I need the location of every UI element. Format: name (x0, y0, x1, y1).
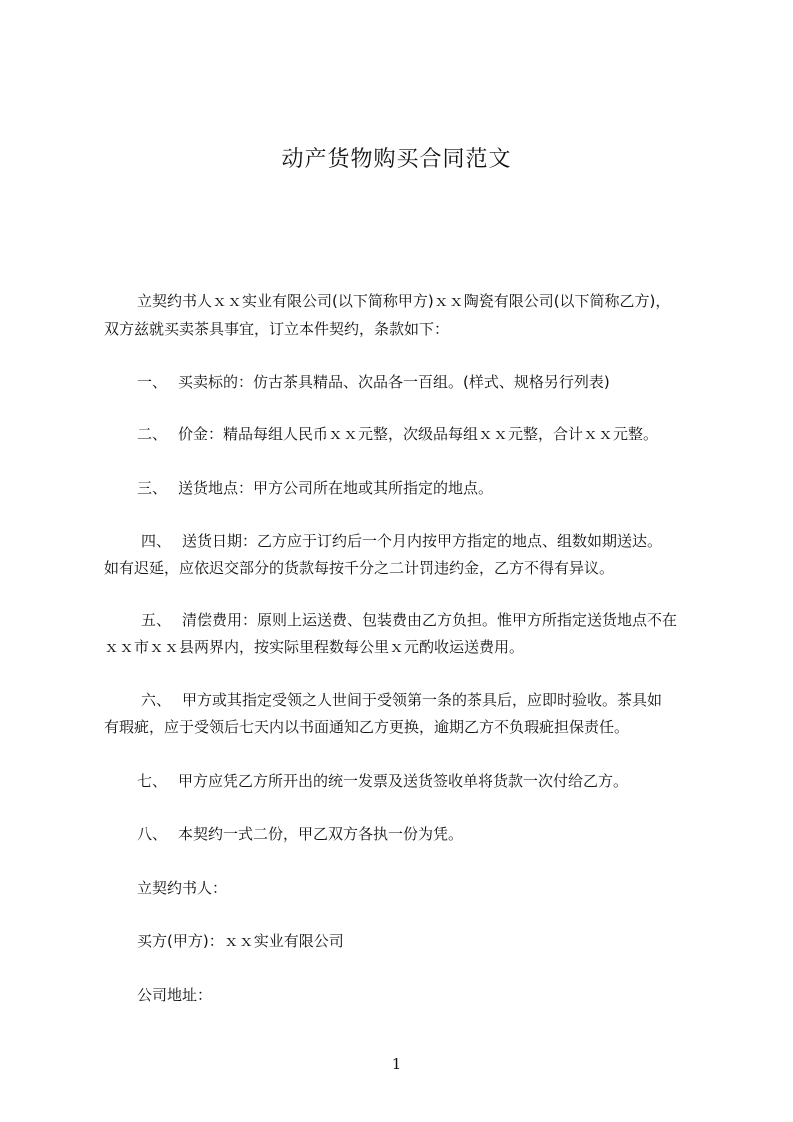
clause-6-text-line-2: 有瑕疵，应于受领后七天内以书面通知乙方更换，逾期乙方不负瑕疵担保责任。 (104, 718, 630, 736)
clause-7-number: 七、 (137, 772, 168, 790)
clause-4-text-line-2: 如有迟延，应依迟交部分的货款每按千分之二计罚违约金，乙方不得有异议。 (104, 559, 615, 577)
clause-3-text: 送货地点：甲方公司所在地或其所指定的地点。 (178, 479, 494, 497)
clause-7-text: 甲方应凭乙方所开出的统一发票及送货签收单将货款一次付给乙方。 (178, 772, 629, 790)
document-title: 动产货物购买合同范文 (281, 147, 512, 172)
clause-6-text-line-1: 甲方或其指定受领之人世间于受领第一条的茶具后，应即时验收。茶具如 (182, 691, 663, 709)
clause-2-number: 二、 (137, 425, 168, 443)
clause-4-number: 四、 (141, 532, 172, 550)
clause-5-text-line-2: ｘｘ市ｘｘ县两界内，按实际里程数每公里ｘ元酌收运送费用。 (104, 638, 525, 656)
intro-line-2: 双方兹就买卖茶具事宜，订立本件契约，条款如下： (104, 320, 450, 338)
intro-line-1: 立契约书人ｘｘ实业有限公司(以下简称甲方)ｘｘ陶瓷有限公司(以下简称乙方)， (137, 292, 671, 310)
clause-1-number: 一、 (137, 373, 168, 391)
signatory-label: 立契约书人： (137, 879, 228, 897)
clause-2-text: 价金：精品每组人民币ｘｘ元整，次级品每组ｘｘ元整，合计ｘｘ元整。 (178, 425, 659, 443)
clause-8-text: 本契约一式二份，甲乙双方各执一份为凭。 (178, 825, 464, 843)
buyer-line: 买方(甲方)：ｘｘ实业有限公司 (137, 932, 344, 950)
clause-1-text: 买卖标的：仿古茶具精品、次品各一百组。(样式、规格另行列表) (178, 373, 610, 391)
clause-8-number: 八、 (137, 825, 168, 843)
clause-5-text-line-1: 清偿费用：原则上运送费、包装费由乙方负担。惟甲方所指定送货地点不在 (182, 611, 678, 629)
clause-3-number: 三、 (137, 479, 168, 497)
clause-4-text-line-1: 送货日期：乙方应于订约后一个月内按甲方指定的地点、组数如期送达。 (182, 532, 663, 550)
page-number: 1 (391, 1055, 402, 1073)
clause-6-number: 六、 (141, 691, 172, 709)
clause-5-number: 五、 (141, 611, 172, 629)
company-address-label: 公司地址： (137, 986, 213, 1004)
